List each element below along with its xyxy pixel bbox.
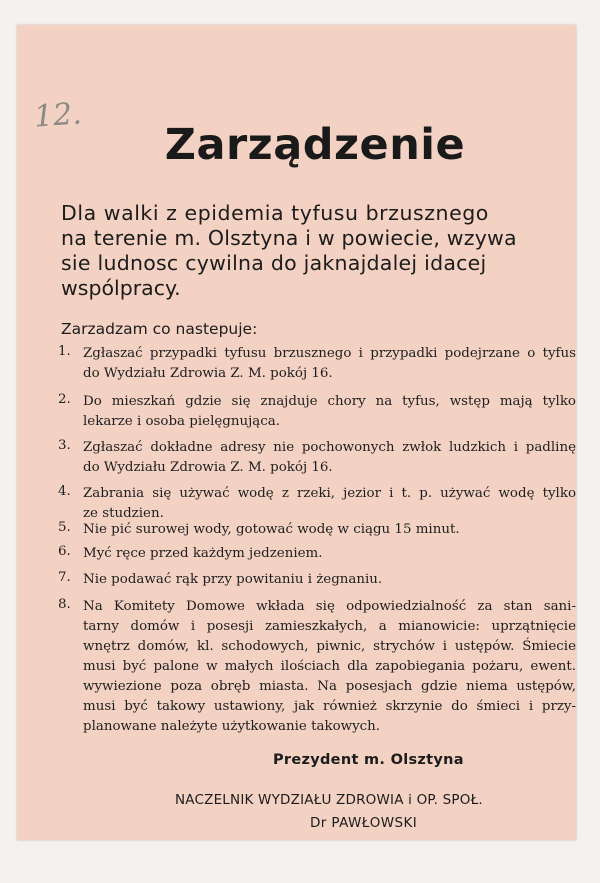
item-text <box>83 484 576 524</box>
item-number: 6. <box>58 544 71 559</box>
item-line: Do mieszkań gdzie się znajduje chory na tyfus, wstęp mają tylko <box>83 394 576 409</box>
intro-line: na terenie m. Olsztyna i w powiecie, wzywa <box>61 226 517 250</box>
order-heading: Zarzadzam co nastepuje: <box>61 320 258 338</box>
item-line: ze studzien. <box>83 506 164 521</box>
item-text <box>83 392 576 432</box>
item-text <box>83 344 576 384</box>
handwritten-note: 12. <box>32 96 83 135</box>
item-line: Zgłaszać dokładne adresy nie pochowonych zwłok ludzkich i padlinę <box>83 440 576 455</box>
item-text <box>83 438 576 478</box>
item-text <box>83 544 576 564</box>
item-line: tarny domów i posesji zamieszkałych, a mianowicie: uprzątnięcie <box>83 619 576 634</box>
item-number: 1. <box>58 344 71 359</box>
item-text <box>83 597 576 737</box>
item-number: 4. <box>58 484 71 499</box>
item-text <box>83 520 576 540</box>
document-title: Zarządzenie <box>164 120 466 170</box>
item-line: Zgłaszać przypadki tyfusu brzusznego i przypadki podejrzane o tyfus <box>83 346 576 361</box>
item-line: Nie podawać rąk przy powitaniu i żegnaniu. <box>83 572 383 587</box>
item-line: musi być palone w małych ilościach dla zapobiegania pożaru, ewent. <box>83 659 576 674</box>
signature-name: Dr PAWŁOWSKI <box>310 815 418 831</box>
item-line: wywiezione poza obręb miasta. Na posesjach gdzie niema ustępów, <box>83 679 576 694</box>
item-line: Nie pić surowej wody, gotować wodę w ciągu 15 minut. <box>83 522 460 537</box>
item-line: lekarze i osoba pielęgnująca. <box>83 414 280 429</box>
intro-line: Dla walki z epidemia tyfusu brzusznego <box>61 201 489 225</box>
intro-line: sie ludnosc cywilna do jaknajdalej idacej <box>61 251 487 275</box>
signature-title: Prezydent m. Olsztyna <box>273 752 464 768</box>
item-text <box>83 570 576 590</box>
item-line: musi być takowy ustawiony, jak również skrzynie do śmieci i przy- <box>83 699 576 714</box>
item-line: planowane należyte użytkowanie takowych. <box>83 719 381 734</box>
item-number: 3. <box>58 438 71 453</box>
item-number: 7. <box>58 570 71 585</box>
item-number: 2. <box>58 392 71 407</box>
item-line: Zabrania się używać wodę z rzeki, jezior i t. p. używać wodę tylko <box>83 486 576 501</box>
item-line: do Wydziału Zdrowia Z. M. pokój 16. <box>83 366 333 381</box>
item-line: wnętrz domów, kl. schodowych, piwnic, strychów i ustępów. Śmiecie <box>83 639 576 654</box>
intro-line: wspólpracy. <box>61 276 181 300</box>
item-line: Myć ręce przed każdym jedzeniem. <box>83 546 323 561</box>
item-line: do Wydziału Zdrowia Z. M. pokój 16. <box>83 460 333 475</box>
signature-office: NACZELNIK WYDZIAŁU ZDROWIA i OP. SPOŁ. <box>175 792 483 808</box>
item-number: 8. <box>58 597 71 612</box>
item-number: 5. <box>58 520 71 535</box>
item-line: Na Komitety Domowe wkłada się odpowiedzialność za stan sani- <box>83 599 576 614</box>
intro-paragraph <box>61 201 581 301</box>
